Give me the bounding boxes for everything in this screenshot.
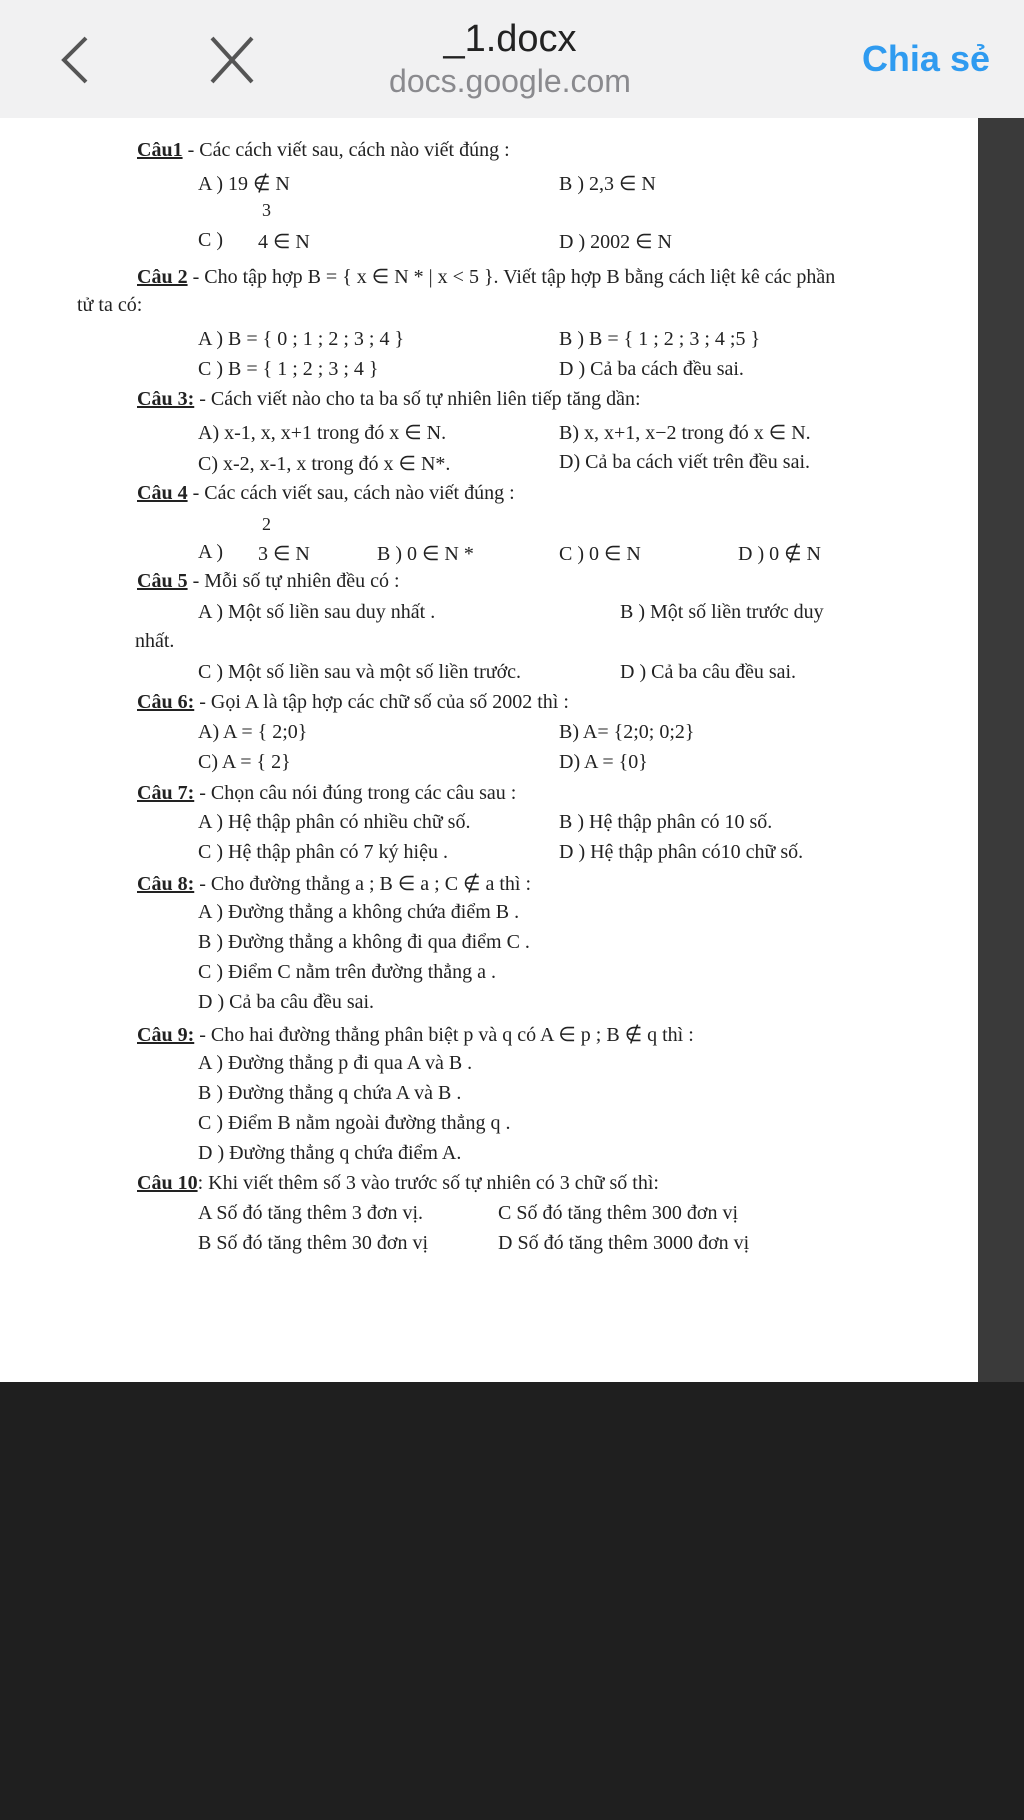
option-a: A ) 19 ∉ N [198, 173, 290, 195]
question-text: - Cách viết nào cho ta ba số tự nhiên liên tiếp tăng dần: [194, 388, 641, 410]
page-edge-strip [978, 118, 1024, 1382]
option-b: B ) Đường thẳng q chứa A và B . [198, 1082, 462, 1104]
option-b: B ) Một số liền trước duy [620, 601, 824, 623]
question-text-wrap: tử ta có: [77, 294, 143, 316]
close-button[interactable] [200, 32, 264, 88]
option-d: D) A = {0} [559, 751, 648, 773]
option-b: B) x, x+1, x−2 trong đó x ∈ N. [559, 422, 811, 444]
question-5 [137, 570, 400, 593]
option-d: D ) Hệ thập phân có10 chữ số. [559, 841, 804, 863]
option-a: A) A = { 2;0} [198, 721, 308, 743]
question-text: - Mỗi số tự nhiên đều có : [187, 570, 400, 592]
question-7 [137, 782, 516, 805]
question-label: Câu 3: [137, 388, 195, 410]
option-d: D ) 2002 ∈ N [559, 231, 672, 253]
option-b: B ) Hệ thập phân có 10 số. [559, 811, 773, 833]
question-4 [137, 482, 515, 505]
option-a: A Số đó tăng thêm 3 đơn vị. [198, 1202, 424, 1224]
question-2 [137, 264, 835, 289]
option-d: D ) Cả ba cách đều sai. [559, 358, 744, 380]
option-b: B ) B = { 1 ; 2 ; 3 ; 4 ;5 } [559, 328, 761, 350]
option-c: C ) B = { 1 ; 2 ; 3 ; 4 } [198, 358, 379, 380]
question-label: Câu 4 [137, 482, 188, 504]
option-a: A ) Đường thẳng p đi qua A và B . [198, 1052, 473, 1074]
option-b: B ) 2,3 ∈ N [559, 173, 656, 195]
option-c: C ) Một số liền sau và một số liền trước. [198, 661, 522, 683]
option-b: B ) Đường thẳng a không đi qua điểm C . [198, 931, 530, 953]
option-d: D ) Cả ba câu đều sai. [620, 661, 797, 683]
question-label: Câu 6: [137, 691, 195, 713]
question-label: Câu 9: [137, 1024, 195, 1046]
option-a: A ) Đường thẳng a không chứa điểm B . [198, 901, 520, 923]
fraction-numerator: 3 [262, 200, 271, 220]
option-a: A ) Hệ thập phân có nhiều chữ số. [198, 811, 471, 833]
option-b-wrap: nhất. [135, 630, 175, 652]
option-d: D ) 0 ∉ N [738, 543, 821, 565]
option-a-value: 3 ∈ N [258, 543, 310, 565]
option-c: C) x-2, x-1, x trong đó x ∈ N*. [198, 453, 451, 475]
document-title: _1.docx [443, 18, 577, 60]
option-b: B) A= {2;0; 0;2} [559, 721, 695, 743]
question-text: : Khi viết thêm số 3 vào trước số tự nhiên có 3 chữ số thì: [197, 1172, 659, 1194]
question-text: - Gọi A là tập hợp các chữ số của số 2002 thì : [194, 691, 569, 713]
share-button[interactable]: Chia sẻ [861, 38, 990, 79]
option-c-value: 4 ∈ N [258, 231, 310, 253]
question-6 [137, 691, 569, 714]
document-page [0, 118, 978, 1382]
question-text: - Cho đường thẳng a ; B ∈ a ; C ∉ a thì : [194, 873, 532, 895]
option-c: C) A = { 2} [198, 751, 291, 773]
question-text: - Các cách viết sau, cách nào viết đúng : [187, 482, 515, 504]
question-9 [137, 1022, 694, 1047]
option-c: C ) Điểm B nằm ngoài đường thẳng q . [198, 1112, 511, 1134]
question-1 [137, 139, 510, 162]
title-area [320, 16, 700, 100]
question-label: Câu 8: [137, 873, 195, 895]
option-a: A ) [198, 541, 223, 563]
question-label: Câu 7: [137, 782, 195, 804]
question-text: - Cho hai đường thẳng phân biệt p và q có A ∈ p ; B ∉ q thì : [194, 1024, 694, 1046]
option-a: A) x-1, x, x+1 trong đó x ∈ N. [198, 422, 447, 444]
close-icon [200, 32, 264, 88]
option-a: A ) Một số liền sau duy nhất . [198, 601, 436, 623]
option-c: C ) Điểm C nằm trên đường thẳng a . [198, 961, 497, 983]
question-label: Câu 10 [137, 1172, 198, 1194]
option-a: A ) B = { 0 ; 1 ; 2 ; 3 ; 4 } [198, 328, 405, 350]
option-c: C ) Hệ thập phân có 7 ký hiệu . [198, 841, 448, 863]
option-c: C Số đó tăng thêm 300 đơn vị [498, 1202, 739, 1224]
option-d: D Số đó tăng thêm 3000 đơn vị [498, 1232, 750, 1254]
option-c: C ) 0 ∈ N [559, 543, 641, 565]
question-label: Câu 2 [137, 266, 188, 288]
question-text: - Chọn câu nói đúng trong các câu sau : [194, 782, 517, 804]
question-label: Câu1 [137, 139, 183, 161]
question-text: - Các cách viết sau, cách nào viết đúng : [182, 139, 510, 161]
question-10 [137, 1172, 659, 1195]
question-3 [137, 388, 641, 411]
question-text: - Cho tập hợp B = { x ∈ N * | x < 5 }. Viết tập hợp B bằng cách liệt kê các phần [187, 266, 836, 288]
back-chevron-icon [50, 30, 110, 90]
document-domain: docs.google.com [389, 63, 631, 99]
option-b: B Số đó tăng thêm 30 đơn vị [198, 1232, 429, 1254]
top-bar [0, 0, 1024, 118]
question-8 [137, 871, 531, 896]
option-c: C ) [198, 229, 223, 251]
option-b: B ) 0 ∈ N * [377, 543, 474, 565]
fraction-numerator: 2 [262, 514, 271, 534]
option-d: D ) Cả ba câu đều sai. [198, 991, 375, 1013]
option-d: D) Cả ba cách viết trên đều sai. [559, 451, 811, 473]
question-label: Câu 5 [137, 570, 188, 592]
option-d: D ) Đường thẳng q chứa điểm A. [198, 1142, 462, 1164]
back-button[interactable] [50, 30, 110, 90]
